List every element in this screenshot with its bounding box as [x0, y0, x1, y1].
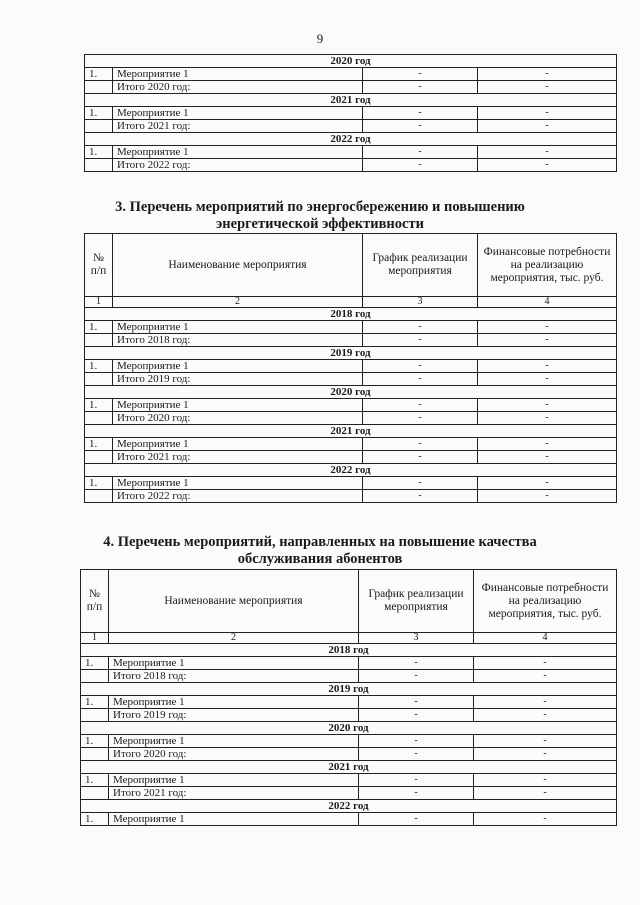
- year-block: [85, 464, 617, 503]
- year-block: [81, 800, 617, 826]
- column-header-name: Наименование мероприятия: [109, 570, 359, 633]
- total-label: Итого 2022 год:: [113, 490, 363, 503]
- finance-value: -: [474, 670, 617, 683]
- year-block: [85, 425, 617, 464]
- table-row: [81, 709, 617, 722]
- table-row: [81, 657, 617, 670]
- year-block: [85, 386, 617, 425]
- column-index: 1: [85, 297, 113, 308]
- year-heading: 2018 год: [81, 644, 617, 657]
- section-4-title-line-1: 4. Перечень мероприятий, направленных на повышение качества: [103, 534, 537, 550]
- continued-table: [84, 54, 617, 172]
- row-number: 1.: [81, 696, 109, 709]
- activity-name: Мероприятие 1: [109, 813, 359, 826]
- table-row: [85, 451, 617, 464]
- section-4-title: [0, 534, 640, 568]
- row-number: 1.: [85, 68, 113, 81]
- activity-name: Мероприятие 1: [113, 68, 363, 81]
- column-index: 2: [113, 297, 363, 308]
- finance-value: -: [478, 399, 617, 412]
- section-3-table: [84, 233, 617, 503]
- row-number: 1.: [81, 813, 109, 826]
- section-3-title: [0, 199, 640, 233]
- row-number: 1.: [85, 321, 113, 334]
- schedule-value: -: [363, 477, 478, 490]
- finance-value: -: [474, 735, 617, 748]
- empty-cell: [81, 748, 109, 761]
- year-block: [85, 347, 617, 386]
- empty-cell: [85, 81, 113, 94]
- table-header-row: [81, 570, 617, 633]
- table-row: [81, 696, 617, 709]
- row-number: 1.: [81, 735, 109, 748]
- table-row: [85, 120, 617, 133]
- column-header-finance: Финансовые потребности на реализацию мероприятия, тыс. руб.: [474, 570, 617, 633]
- finance-value: -: [474, 657, 617, 670]
- finance-value: -: [478, 81, 617, 94]
- activity-name: Мероприятие 1: [113, 438, 363, 451]
- table-row: [85, 360, 617, 373]
- year-block: [81, 644, 617, 683]
- finance-value: -: [478, 438, 617, 451]
- column-header-schedule: График реализации мероприятия: [363, 234, 478, 297]
- empty-cell: [85, 451, 113, 464]
- table-row: [85, 159, 617, 172]
- schedule-value: -: [359, 787, 474, 800]
- table-row: [85, 321, 617, 334]
- table-row: [85, 412, 617, 425]
- total-label: Итого 2019 год:: [109, 709, 359, 722]
- table-row: [85, 399, 617, 412]
- column-header-number: № п/п: [85, 234, 113, 297]
- activity-name: Мероприятие 1: [113, 360, 363, 373]
- table-row: [85, 146, 617, 159]
- year-heading: 2021 год: [85, 94, 617, 107]
- table-row: [81, 735, 617, 748]
- table-row: [81, 787, 617, 800]
- row-number: 1.: [81, 774, 109, 787]
- table-row: [85, 373, 617, 386]
- year-block: [85, 133, 617, 172]
- section-3-title-line-2: энергетической эффективности: [216, 216, 424, 232]
- finance-value: -: [478, 159, 617, 172]
- schedule-value: -: [363, 159, 478, 172]
- section-3-title-line-1: 3. Перечень мероприятий по энергосбережению и повышению: [115, 199, 525, 215]
- finance-value: -: [478, 107, 617, 120]
- table-row: [85, 438, 617, 451]
- row-number: 1.: [85, 477, 113, 490]
- column-index: 2: [109, 633, 359, 644]
- year-heading: 2020 год: [85, 386, 617, 399]
- finance-value: -: [478, 360, 617, 373]
- row-number: 1.: [85, 146, 113, 159]
- year-block: [85, 94, 617, 133]
- column-index: 3: [363, 297, 478, 308]
- finance-value: -: [478, 373, 617, 386]
- schedule-value: -: [363, 412, 478, 425]
- finance-value: -: [474, 709, 617, 722]
- total-label: Итого 2019 год:: [113, 373, 363, 386]
- section-4-title-line-2: обслуживания абонентов: [237, 551, 403, 567]
- year-heading: 2020 год: [85, 55, 617, 68]
- column-index: 4: [474, 633, 617, 644]
- finance-value: -: [478, 68, 617, 81]
- empty-cell: [85, 159, 113, 172]
- year-block: [81, 722, 617, 761]
- column-header-finance: Финансовые потребности на реализацию мероприятия, тыс. руб.: [478, 234, 617, 297]
- year-heading: 2022 год: [85, 133, 617, 146]
- table-row: [85, 68, 617, 81]
- schedule-value: -: [359, 813, 474, 826]
- year-block: [81, 683, 617, 722]
- row-number: 1.: [81, 657, 109, 670]
- empty-cell: [81, 709, 109, 722]
- empty-cell: [85, 412, 113, 425]
- table-header-row: [85, 234, 617, 297]
- total-label: Итого 2020 год:: [109, 748, 359, 761]
- table-row: [81, 813, 617, 826]
- activity-name: Мероприятие 1: [109, 774, 359, 787]
- year-block: [85, 308, 617, 347]
- row-number: 1.: [85, 438, 113, 451]
- row-number: 1.: [85, 399, 113, 412]
- schedule-value: -: [363, 490, 478, 503]
- schedule-value: -: [359, 709, 474, 722]
- column-index-row: [85, 297, 617, 308]
- year-block: [81, 761, 617, 800]
- finance-value: -: [478, 451, 617, 464]
- schedule-value: -: [359, 670, 474, 683]
- schedule-value: -: [359, 748, 474, 761]
- total-label: Итого 2022 год:: [113, 159, 363, 172]
- empty-cell: [85, 334, 113, 347]
- schedule-value: -: [359, 774, 474, 787]
- column-index: 1: [81, 633, 109, 644]
- total-label: Итого 2020 год:: [113, 412, 363, 425]
- schedule-value: -: [363, 81, 478, 94]
- column-header-schedule: График реализации мероприятия: [359, 570, 474, 633]
- column-index: 4: [478, 297, 617, 308]
- schedule-value: -: [359, 657, 474, 670]
- finance-value: -: [474, 696, 617, 709]
- finance-value: -: [478, 120, 617, 133]
- activity-name: Мероприятие 1: [113, 146, 363, 159]
- schedule-value: -: [359, 696, 474, 709]
- empty-cell: [85, 490, 113, 503]
- activity-name: Мероприятие 1: [113, 399, 363, 412]
- schedule-value: -: [359, 735, 474, 748]
- schedule-value: -: [363, 120, 478, 133]
- total-label: Итого 2020 год:: [113, 81, 363, 94]
- finance-value: -: [478, 412, 617, 425]
- activity-name: Мероприятие 1: [109, 696, 359, 709]
- schedule-value: -: [363, 451, 478, 464]
- total-label: Итого 2021 год:: [109, 787, 359, 800]
- schedule-value: -: [363, 438, 478, 451]
- empty-cell: [81, 670, 109, 683]
- schedule-value: -: [363, 146, 478, 159]
- finance-value: -: [474, 774, 617, 787]
- empty-cell: [81, 787, 109, 800]
- table-row: [81, 748, 617, 761]
- year-block: [85, 55, 617, 94]
- table-row: [85, 334, 617, 347]
- year-heading: 2020 год: [81, 722, 617, 735]
- column-header-number: № п/п: [81, 570, 109, 633]
- empty-cell: [85, 373, 113, 386]
- total-label: Итого 2021 год:: [113, 120, 363, 133]
- row-number: 1.: [85, 360, 113, 373]
- schedule-value: -: [363, 399, 478, 412]
- table-row: [85, 490, 617, 503]
- row-number: 1.: [85, 107, 113, 120]
- schedule-value: -: [363, 321, 478, 334]
- schedule-value: -: [363, 334, 478, 347]
- finance-value: -: [474, 787, 617, 800]
- total-label: Итого 2018 год:: [109, 670, 359, 683]
- activity-name: Мероприятие 1: [109, 657, 359, 670]
- total-label: Итого 2021 год:: [113, 451, 363, 464]
- schedule-value: -: [363, 68, 478, 81]
- year-heading: 2019 год: [81, 683, 617, 696]
- year-heading: 2021 год: [85, 425, 617, 438]
- year-heading: 2021 год: [81, 761, 617, 774]
- finance-value: -: [474, 813, 617, 826]
- schedule-value: -: [363, 107, 478, 120]
- finance-value: -: [478, 477, 617, 490]
- finance-value: -: [474, 748, 617, 761]
- table-row: [85, 477, 617, 490]
- year-heading: 2022 год: [85, 464, 617, 477]
- finance-value: -: [478, 321, 617, 334]
- schedule-value: -: [363, 373, 478, 386]
- table-row: [81, 774, 617, 787]
- empty-cell: [85, 120, 113, 133]
- total-label: Итого 2018 год:: [113, 334, 363, 347]
- activity-name: Мероприятие 1: [113, 107, 363, 120]
- table-row: [85, 107, 617, 120]
- finance-value: -: [478, 146, 617, 159]
- activity-name: Мероприятие 1: [113, 321, 363, 334]
- year-heading: 2018 год: [85, 308, 617, 321]
- activity-name: Мероприятие 1: [113, 477, 363, 490]
- finance-value: -: [478, 334, 617, 347]
- finance-value: -: [478, 490, 617, 503]
- activity-name: Мероприятие 1: [109, 735, 359, 748]
- column-header-name: Наименование мероприятия: [113, 234, 363, 297]
- column-index-row: [81, 633, 617, 644]
- page-number: 9: [316, 31, 324, 46]
- column-index: 3: [359, 633, 474, 644]
- year-heading: 2019 год: [85, 347, 617, 360]
- section-4-table: [80, 569, 617, 826]
- schedule-value: -: [363, 360, 478, 373]
- table-row: [85, 81, 617, 94]
- year-heading: 2022 год: [81, 800, 617, 813]
- table-row: [81, 670, 617, 683]
